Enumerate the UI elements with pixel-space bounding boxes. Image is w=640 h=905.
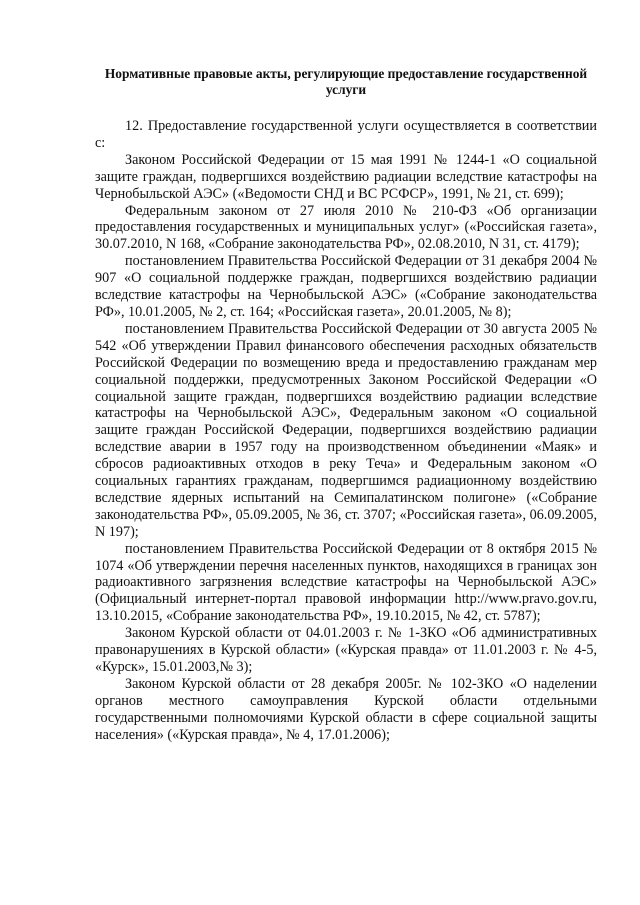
paragraph-law-210-fz: Федеральным законом от 27 июля 2010 № 210-ФЗ «Об организации предоставления государственных и муниципальных услуг» («Российская газета», 30.07.2010, N 168, «Собрание законодательства РФ», 02.08.2010, N 31, ст. 4179); <box>95 202 597 253</box>
paragraph-kursk-law-102-zko: Законом Курской области от 28 декабря 2005г. № 102-ЗКО «О наделении органов местного самоуправления Курской области отдельными государственными полномочиями Курской области в сфере социальной защиты населения» («Курская правда», № 4, 17.01.2006); <box>95 675 597 743</box>
paragraph-decree-907: постановлением Правительства Российской Федерации от 31 декабря 2004 № 907 «О социальной поддержке граждан, подвергшихся воздействию радиации вследствие катастрофы на Чернобыльской АЭС» («Собрание законодательства РФ», 10.01.2005, № 2, ст. 164; «Российская газета», 20.01.2005, № 8); <box>95 253 597 320</box>
section-heading: Нормативные правовые акты, регулирующие предоставление государственной услуги <box>104 66 588 97</box>
paragraph-decree-1074: постановлением Правительства Российской Федерации от 8 октября 2015 № 1074 «Об утверждении перечня населенных пунктов, находящихся в границах зон радиоактивного загрязнения вследствие катастрофы на Чернобыльской АЭС» (Официальный интернет-портал правовой информации http://www.pravo.gov.ru, 13.10.2015, «Собрание законодательства РФ», 19.10.2015, № 42, ст. 5787); <box>95 540 597 625</box>
paragraph-intro: 12. Предоставление государственной услуги осуществляется в соответствии с: <box>95 118 597 151</box>
paragraph-kursk-law-1-zko: Законом Курской области от 04.01.2003 г. № 1-ЗКО «Об административных правонарушениях в Курской области» («Курская правда» от 11.01.2003 г. № 4-5, «Курск», 15.01.2003,№ 3); <box>95 625 597 675</box>
paragraph-law-1244-1: Законом Российской Федерации от 15 мая 1991 № 1244-1 «О социальной защите граждан, подвергшихся воздействию радиации вследствие катастрофы на Чернобыльской АЭС» («Ведомости СНД и ВС РСФСР», 1991, № 21, ст. 699); <box>95 151 597 202</box>
paragraph-decree-542: постановлением Правительства Российской Федерации от 30 августа 2005 № 542 «Об утверждении Правил финансового обеспечения расходных обязательств Российской Федерации по возмещению вреда и предоставлению гражданам мер социальной поддержки, предусмотренных Законом Российской Федерации «О социальной защите граждан, подвергшихся воздействию радиации вследствие катастрофы на Чернобыльской АЭС», Федеральным законом «О социальной защите граждан Российской Федерации, подвергшихся воздействию радиации вследствие аварии в 1957 году на производственном объединении «Маяк» и сбросов радиоактивных отходов в реку Теча» и Федеральным законом «О социальных гарантиях гражданам, подвергшимся радиационному воздействию вследствие ядерных испытаний на Семипалатинском полигоне» («Собрание законодательства РФ», 05.09.2005, № 36, ст. 3707; «Российская газета», 06.09.2005, N 197); <box>95 320 597 540</box>
document-page <box>95 66 597 744</box>
